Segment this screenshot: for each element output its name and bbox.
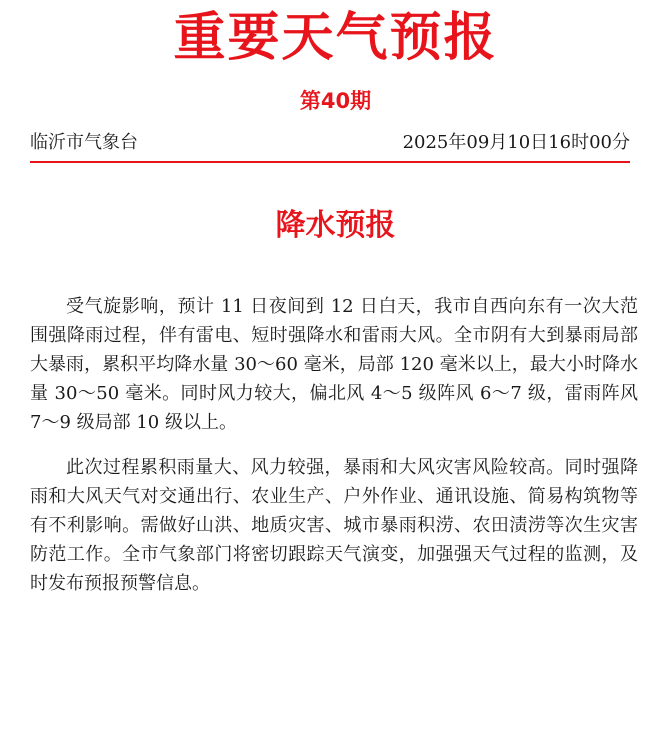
body-text xyxy=(30,292,638,598)
section-title: 降水预报 xyxy=(275,208,396,243)
issuer-name: 临沂市气象台 xyxy=(30,132,138,153)
document-title: 重要天气预报 xyxy=(173,8,498,68)
issue-number: 第40期 xyxy=(299,89,372,113)
issue-datetime: 2025年09月10日16时00分 xyxy=(402,132,630,153)
header-divider xyxy=(30,161,630,163)
paragraph-impact: 此次过程累积雨量大、风力较强，暴雨和大风灾害风险较高。同时强降雨和大风天气对交通出行、农业生产、户外作业、通讯设施、简易构筑物等有不利影响。需做好山洪、地质灾害、城市暴雨积涝、农田渍涝等次生灾害防范工作。全市气象部门将密切跟踪天气演变，加强强天气过程的监测，及时发布预报预警信息。 xyxy=(30,457,638,594)
meta-row xyxy=(30,128,630,158)
paragraph-forecast: 受气旋影响，预计 11 日夜间到 12 日白天，我市自西向东有一次大范围强降雨过程，伴有雷电、短时强降水和雷雨大风。全市阴有大到暴雨局部大暴雨，累积平均降水量 30～60 毫米，局部 120 毫米以上，最大小时降水量 30～50 毫米。同时风力较大，偏北风 4～5 级阵风 6～7 级，雷雨阵风 7～9 级局部 10 级以上。 xyxy=(30,296,638,433)
